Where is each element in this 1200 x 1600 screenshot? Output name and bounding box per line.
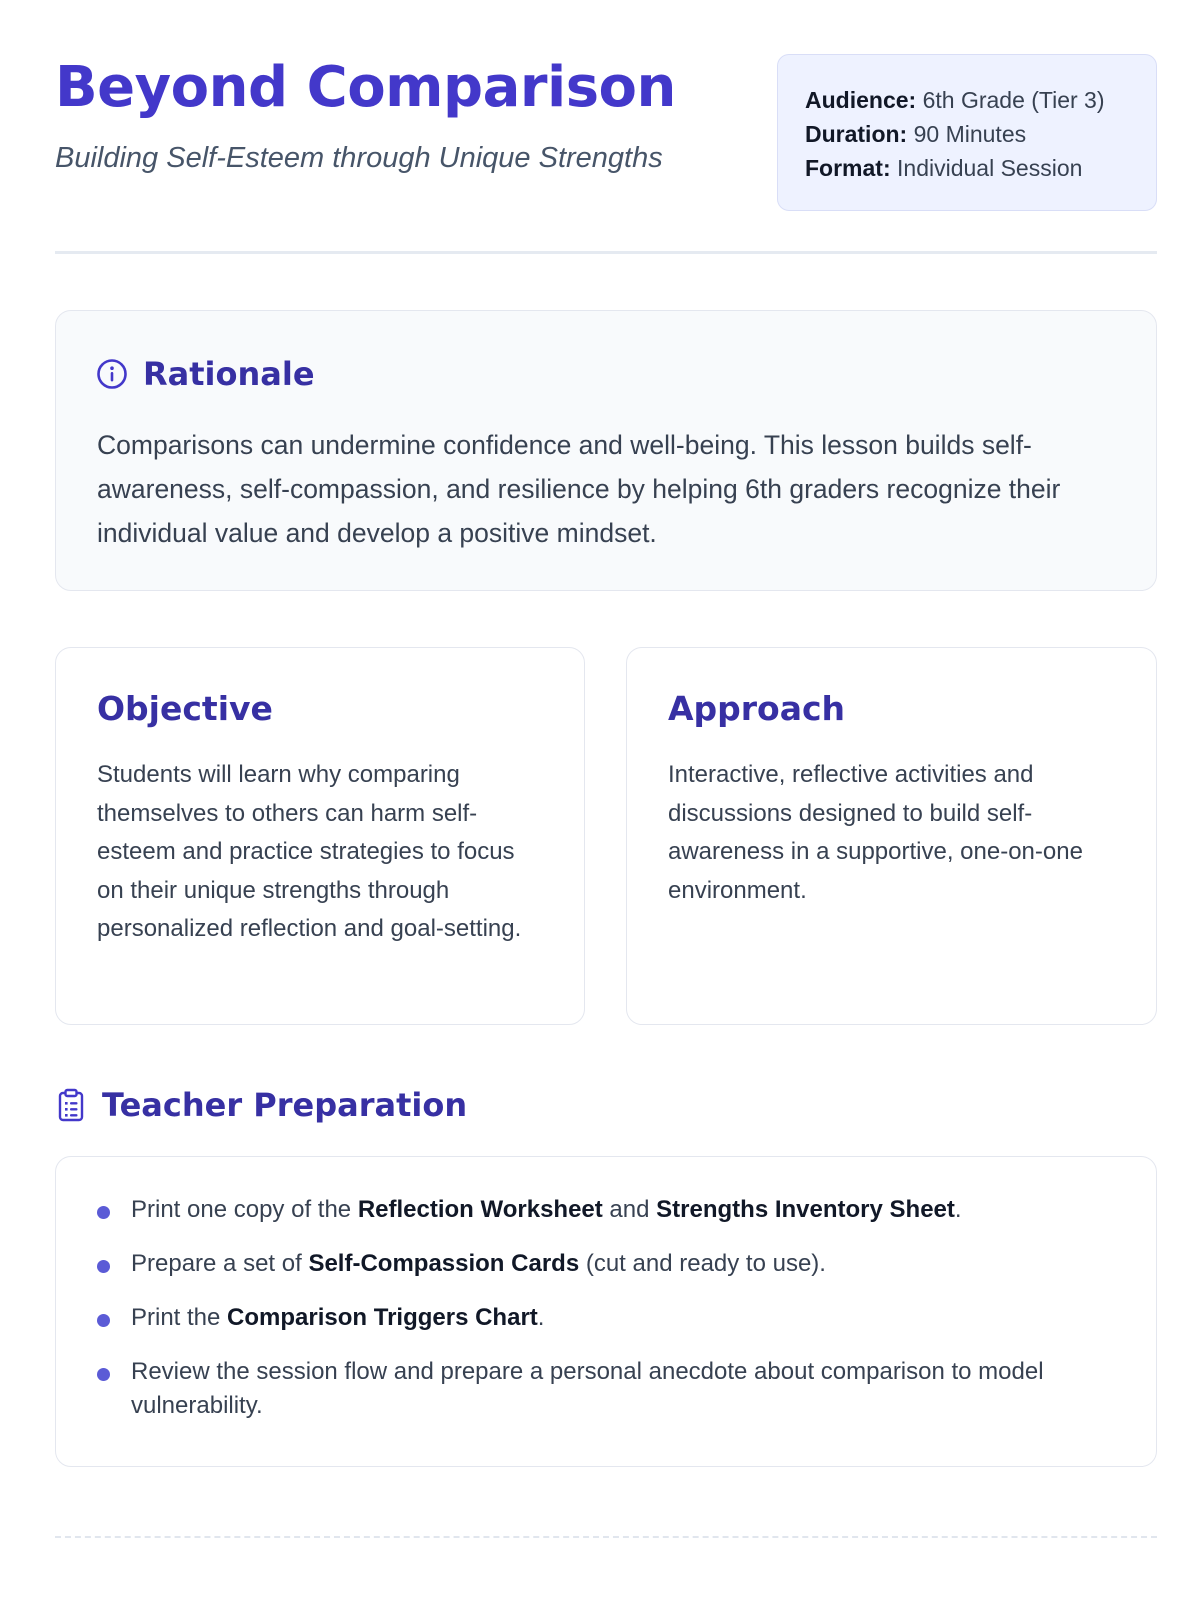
- approach-text: Interactive, reflective activities and discussions designed to build self-awareness in a supportive, one-on-one environment.: [668, 761, 1083, 904]
- meta-duration: [805, 117, 1130, 151]
- rationale-heading: [96, 355, 315, 393]
- approach-card: [626, 647, 1157, 1025]
- teacher-preparation-card: [55, 1156, 1157, 1467]
- rationale-text: Comparisons can undermine confidence and well-being. This lesson builds self-awareness, self-compassion, and resilience by helping 6th graders recognize their individual value and develop a positive mindset.: [97, 430, 1061, 548]
- bullet-dot: [97, 1368, 110, 1381]
- footer-divider: [55, 1536, 1157, 1538]
- material-name: Reflection Worksheet: [357, 1196, 603, 1223]
- approach-heading: Approach: [668, 689, 846, 728]
- objective-text: Students will learn why comparing themselves to others can harm self-esteem and practice strategies to focus on their unique strengths through personalized reflection and goal-setting.: [97, 761, 522, 942]
- meta-format: [805, 151, 1130, 185]
- teacher-preparation-heading: [55, 1086, 467, 1124]
- meta-audience-label: Audience:: [805, 87, 917, 113]
- rationale-card: [55, 310, 1157, 591]
- rationale-heading-text: Rationale: [143, 355, 315, 393]
- material-name: Strengths Inventory Sheet: [656, 1196, 955, 1223]
- objective-card: [55, 647, 585, 1025]
- page-subtitle: Building Self-Esteem through Unique Strengths: [55, 142, 663, 174]
- preparation-item: Print one copy of the Reflection Worksheet and Strengths Inventory Sheet.: [97, 1193, 1107, 1227]
- bullet-dot: [97, 1314, 110, 1327]
- meta-audience: [805, 83, 1130, 117]
- lesson-header: [55, 52, 1157, 212]
- meta-duration-label: Duration:: [805, 121, 908, 147]
- info-circle-icon: [96, 358, 128, 390]
- meta-format-value: Individual Session: [897, 155, 1083, 181]
- lesson-meta-box: [777, 54, 1157, 211]
- clipboard-icon: [55, 1088, 87, 1122]
- material-name: Comparison Triggers Chart: [227, 1304, 538, 1331]
- preparation-item: Print the Comparison Triggers Chart.: [97, 1301, 1107, 1335]
- preparation-list: [97, 1193, 1107, 1443]
- preparation-item: Prepare a set of Self-Compassion Cards (cut and ready to use).: [97, 1247, 1107, 1281]
- teacher-preparation-heading-text: Teacher Preparation: [102, 1086, 468, 1124]
- meta-audience-value: 6th Grade (Tier 3): [922, 87, 1105, 113]
- meta-format-label: Format:: [805, 155, 891, 181]
- material-name: Self-Compassion Cards: [308, 1250, 580, 1277]
- header-divider: [55, 251, 1157, 254]
- preparation-item: Review the session flow and prepare a personal anecdote about comparison to model vulnerability.: [97, 1355, 1107, 1423]
- bullet-dot: [97, 1206, 110, 1219]
- page-title: Beyond Comparison: [55, 55, 676, 120]
- meta-duration-value: 90 Minutes: [913, 121, 1027, 147]
- objective-heading: Objective: [97, 689, 273, 728]
- bullet-dot: [97, 1260, 110, 1273]
